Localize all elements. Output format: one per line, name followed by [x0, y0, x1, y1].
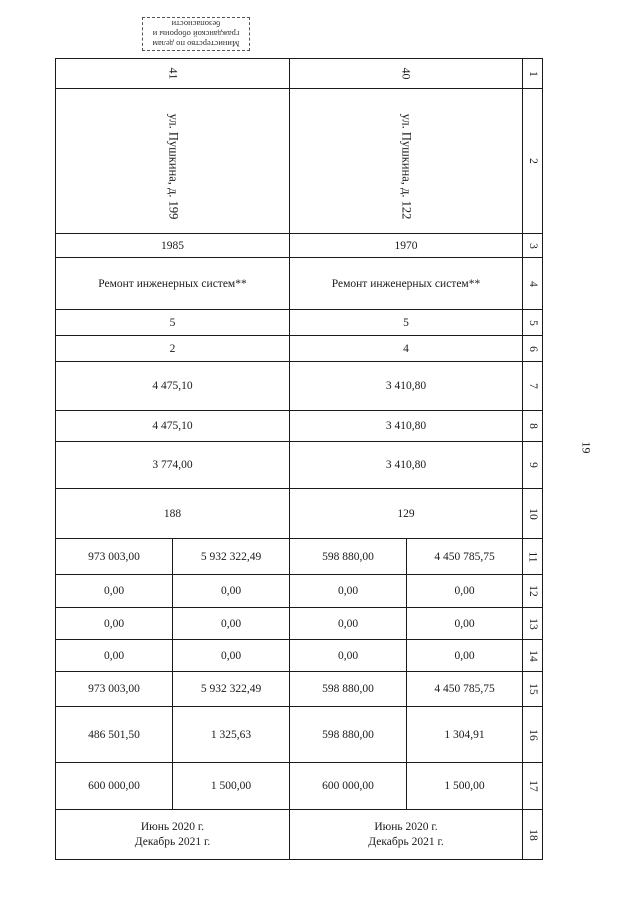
stamp-line: Министерство по делам — [152, 39, 240, 49]
ministry-stamp — [142, 17, 250, 51]
cell-value: 5 — [56, 310, 290, 336]
cell-value: 0,00 — [173, 608, 290, 640]
cell-value: 0,00 — [290, 640, 407, 672]
row-number: 16 — [523, 707, 543, 763]
cell-value: 0,00 — [407, 575, 523, 608]
table-row — [56, 234, 543, 258]
row-number: 15 — [523, 672, 543, 707]
stamp-line: безопасности — [171, 19, 221, 29]
row-number: 3 — [523, 234, 543, 258]
cell-value: 0,00 — [56, 608, 173, 640]
cell-value: 486 501,50 — [56, 707, 173, 763]
row-number: 7 — [523, 362, 543, 411]
cell-value: 0,00 — [56, 640, 173, 672]
cell-value: 5 932 322,49 — [173, 539, 290, 575]
cell-value: 0,00 — [407, 640, 523, 672]
row-number: 13 — [523, 608, 543, 640]
table-row — [56, 640, 543, 672]
cell-value: 5 — [290, 310, 523, 336]
cell-value: 598 880,00 — [290, 539, 407, 575]
cell-value: 1 500,00 — [173, 763, 290, 810]
table-row — [56, 539, 543, 575]
cell-address: ул. Пушкина, д. 199 — [56, 89, 290, 234]
cell-value: 600 000,00 — [290, 763, 407, 810]
cell-value: 0,00 — [407, 608, 523, 640]
cell-address: ул. Пушкина, д. 122 — [290, 89, 523, 234]
cell-value: 600 000,00 — [56, 763, 173, 810]
cell-value: 5 932 322,49 — [173, 672, 290, 707]
cell-dates — [290, 810, 523, 860]
cell-value: 598 880,00 — [290, 672, 407, 707]
row-number: 18 — [523, 810, 543, 860]
page-number: 19 — [579, 441, 594, 454]
cell-value: 1 500,00 — [407, 763, 523, 810]
cell-value: 129 — [290, 489, 523, 539]
table-row — [56, 763, 543, 810]
cell-value: 4 475,10 — [56, 362, 290, 411]
row-number: 5 — [523, 310, 543, 336]
table-row — [56, 59, 543, 89]
date-start: Июнь 2020 г. — [374, 820, 438, 833]
table-row — [56, 89, 543, 234]
cell-value: 1 325,63 — [173, 707, 290, 763]
table-row — [56, 575, 543, 608]
table-row — [56, 810, 543, 860]
table-row — [56, 442, 543, 489]
row-number: 2 — [523, 89, 543, 234]
table-row — [56, 310, 543, 336]
date-end: Декабрь 2021 г. — [368, 835, 444, 848]
cell-value: 4 450 785,75 — [407, 672, 523, 707]
cell-value: 4 475,10 — [56, 411, 290, 442]
cell-value: 3 774,00 — [56, 442, 290, 489]
table-row — [56, 707, 543, 763]
cell-value: 3 410,80 — [290, 411, 523, 442]
stamp-line: гражданской обороны и — [152, 29, 240, 39]
cell-value: 598 880,00 — [290, 707, 407, 763]
cell-value: 4 — [290, 336, 523, 362]
row-number: 8 — [523, 411, 543, 442]
cell-value: 4 450 785,75 — [407, 539, 523, 575]
cell-value: 3 410,80 — [290, 442, 523, 489]
row-number: 4 — [523, 258, 543, 310]
cell-dates — [56, 810, 290, 860]
table-row — [56, 362, 543, 411]
buildings-table — [55, 58, 543, 860]
cell-object-number: 41 — [56, 59, 290, 89]
cell-value: 3 410,80 — [290, 362, 523, 411]
cell-year: 1970 — [290, 234, 523, 258]
cell-value: 0,00 — [290, 575, 407, 608]
cell-value: 0,00 — [173, 640, 290, 672]
row-number: 12 — [523, 575, 543, 608]
row-number: 11 — [523, 539, 543, 575]
table-row — [56, 672, 543, 707]
cell-value: 0,00 — [173, 575, 290, 608]
cell-value: 973 003,00 — [56, 672, 173, 707]
date-end: Декабрь 2021 г. — [134, 835, 211, 848]
table-row — [56, 336, 543, 362]
row-number: 1 — [523, 59, 543, 89]
cell-value: 973 003,00 — [56, 539, 173, 575]
table-row — [56, 411, 543, 442]
cell-object-number: 40 — [290, 59, 523, 89]
cell-value: 1 304,91 — [407, 707, 523, 763]
cell-work-type: Ремонт инженерных систем** — [290, 258, 523, 310]
row-number: 14 — [523, 640, 543, 672]
table-row — [56, 608, 543, 640]
date-start: Июнь 2020 г. — [140, 820, 205, 833]
cell-value: 2 — [56, 336, 290, 362]
row-number: 6 — [523, 336, 543, 362]
cell-year: 1985 — [56, 234, 290, 258]
cell-value: 0,00 — [290, 608, 407, 640]
row-number: 10 — [523, 489, 543, 539]
table-row — [56, 258, 543, 310]
cell-value: 188 — [56, 489, 290, 539]
row-number: 9 — [523, 442, 543, 489]
cell-work-type: Ремонт инженерных систем** — [56, 258, 290, 310]
row-number: 17 — [523, 763, 543, 810]
table-row — [56, 489, 543, 539]
cell-value: 0,00 — [56, 575, 173, 608]
